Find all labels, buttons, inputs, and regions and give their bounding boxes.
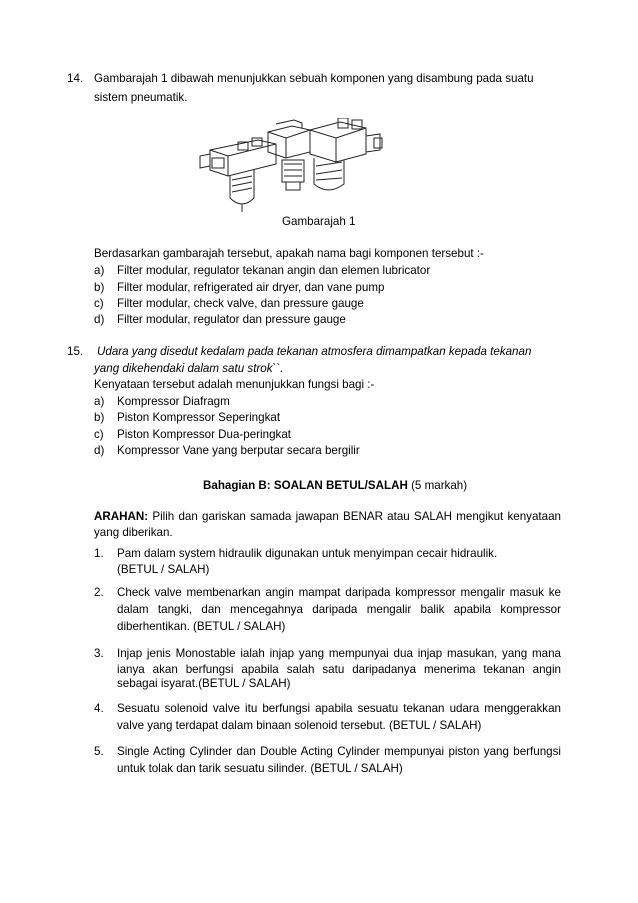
q14-option-c-text: Filter modular, check valve, dan pressure gauge [117,297,364,310]
instruction-line1 [94,510,561,524]
item-5-line1: Single Acting Cylinder dan Double Acting Cylinder mempunyai piston yang berfungsi [117,745,561,758]
q15-option-c-text: Piston Kompressor Dua-peringkat [117,428,291,441]
frl-unit-figure [198,118,388,213]
instruction-text-line1: Pilih dan gariskan samada jawapan BENAR atau SALAH mengikut kenyataan [152,510,561,523]
q15-option-b-text: Piston Kompressor Seperingkat [117,411,281,424]
item-1-number: 1. [94,547,104,560]
q14-text-line2: sistem pneumatik. [94,91,188,104]
q14-number: 14. [67,72,84,85]
q15-quote-line2: yang dikehendaki dalam satu strok``. [94,362,284,375]
instruction-label: ARAHAN: [94,510,149,523]
q15-option-d-text: Kompressor Vane yang berputar secara bergilir [117,444,360,457]
q14-option-b-label: b) [94,281,105,294]
q14-prompt: Berdasarkan gambarajah tersebut, apakah nama bagi komponen tersebut :- [94,247,484,260]
q14-option-b-text: Filter modular, refrigerated air dryer, dan vane pump [117,281,385,294]
item-4-line2: valve yang terdapat dalam binaan solenoid tersebut. (BETUL / SALAH) [117,719,482,732]
q15-option-b-label: b) [94,411,105,424]
instruction-line2: yang diberikan. [94,526,173,539]
q14-option-d-text: Filter modular, regulator dan pressure gauge [117,313,346,326]
item-5-number: 5. [94,745,104,758]
section-b-heading [203,479,467,493]
q14-option-a-text: Filter modular, regulator tekanan angin dan elemen lubricator [117,264,431,277]
item-1-line1: Pam dalam system hidraulik digunakan untuk menyimpan cecair hidraulik. [117,547,498,560]
q15-option-a-label: a) [94,395,105,408]
item-5-line2: untuk tolak dan tarik sesuatu silinder. (BETUL / SALAH) [117,762,403,775]
q14-option-c-label: c) [94,297,104,310]
q14-option-a-label: a) [94,264,105,277]
item-2-line3: diberhentikan. (BETUL / SALAH) [117,620,286,633]
item-3-line1: Injap jenis Monostable ialah injap yang mempunyai dua injap masukan, yang mana [117,647,561,660]
item-2-line1: Check valve membenarkan angin mampat daripada kompressor mengalir masuk ke [117,586,561,599]
q14-option-d-label: d) [94,313,105,326]
item-3-line2: ianya akan berfungsi apabila salah satu daripadanya menerima tekanan angin [117,663,561,676]
q15-option-a-text: Kompressor Diafragm [117,395,230,408]
item-1-line2: (BETUL / SALAH) [117,563,210,576]
q14-text-line1: Gambarajah 1 dibawah menunjukkan sebuah komponen yang disambung pada suatu [94,72,534,85]
item-4-number: 4. [94,702,104,715]
section-b-marks: (5 markah) [411,479,468,492]
item-2-line2: dalam tangki, dan mencegahnya daripada mengalir balik apabila kompressor [117,603,561,616]
section-b-title: Bahagian B: SOALAN BETUL/SALAH [203,479,408,492]
q15-option-d-label: d) [94,444,105,457]
item-2-number: 2. [94,586,104,599]
q15-number: 15. [67,345,84,358]
q15-quote-line1: Udara yang disedut kedalam pada tekanan atmosfera dimampatkan kepada tekanan [97,345,532,358]
item-4-line1: Sesuatu solenoid valve itu berfungsi apabila sesuatu tekanan udara menggerakkan [117,702,561,715]
item-3-line3: sebagai isyarat.(BETUL / SALAH) [117,677,291,690]
figure-caption: Gambarajah 1 [282,215,356,228]
q15-option-c-label: c) [94,428,104,441]
item-3-number: 3. [94,647,104,660]
q15-prompt: Kenyataan tersebut adalah menunjukkan fungsi bagi :- [94,378,375,391]
